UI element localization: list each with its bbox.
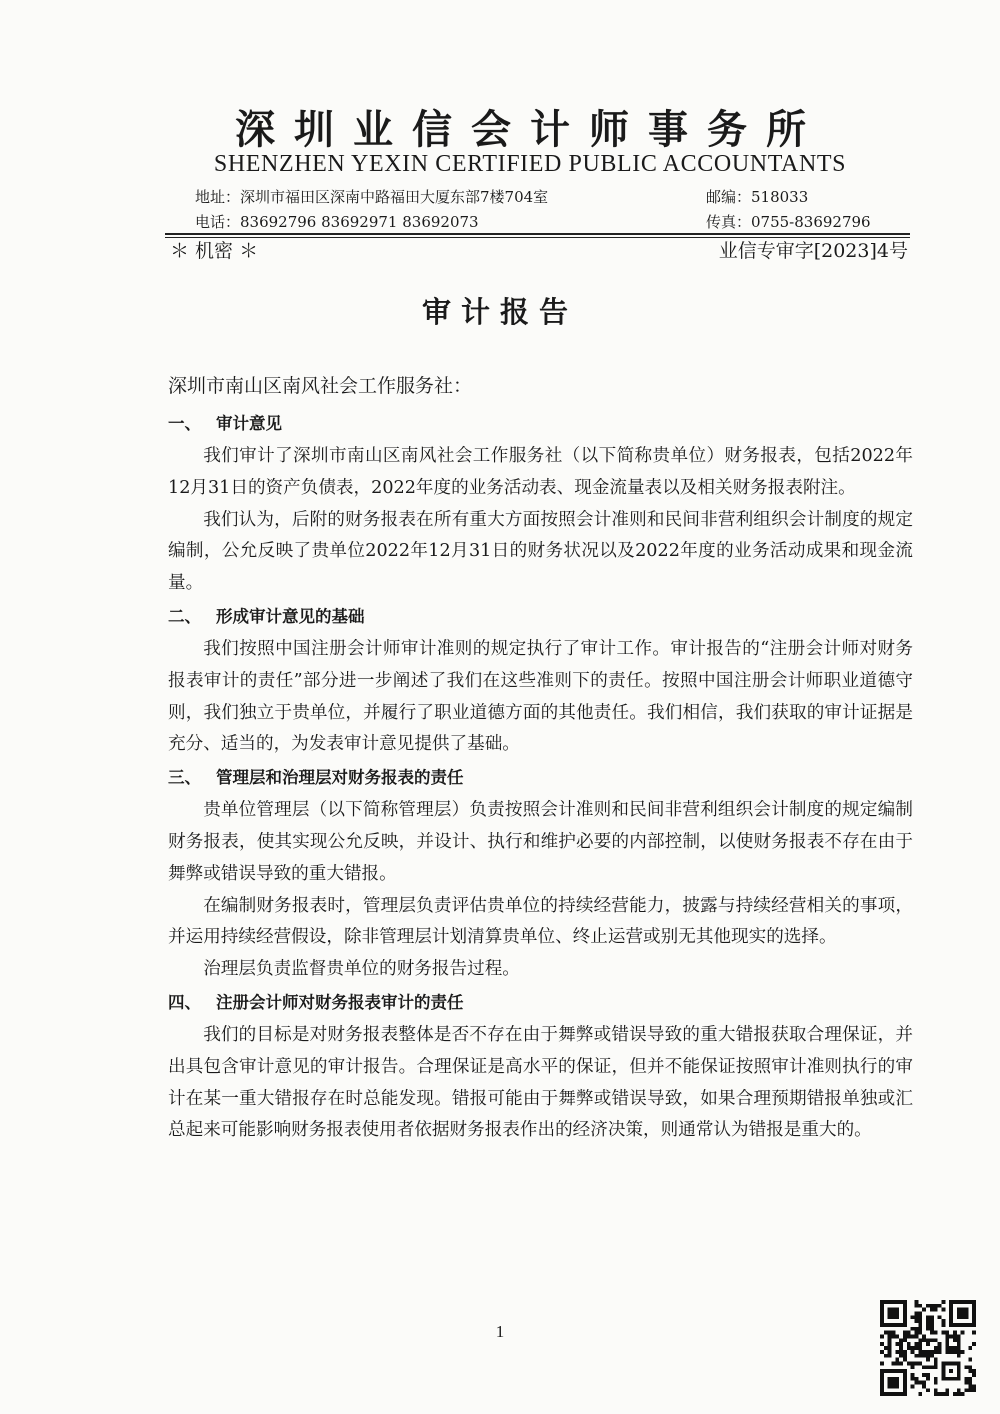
section-heading <box>168 407 913 441</box>
section-auditor-responsibility <box>168 986 913 1147</box>
section-audit-opinion <box>168 407 913 600</box>
firm-phone: 电话：83692796 83692971 83692073 <box>195 213 479 231</box>
paragraph: 贵单位管理层（以下简称管理层）负责按照会计准则和民间非营利组织会计制度的规定编制财务报表，使其实现公允反映，并设计、执行和维护必要的内部控制，以使财务报表不存在由于舞弊或错误导致的重大错报。 <box>168 800 913 884</box>
firm-postcode: 邮编：518033 <box>706 188 809 206</box>
report-title: 审计报告 <box>421 295 578 329</box>
section-title: 管理层和治理层对财务报表的责任 <box>216 768 464 788</box>
section-basis-for-opinion <box>168 600 913 761</box>
paragraph: 我们按照中国注册会计师审计准则的规定执行了审计工作。审计报告的“注册会计师对财务报表审计的责任”部分进一步阐述了我们在这些准则下的责任。按照中国注册会计师职业道德守则，我们独立于贵单位，并履行了职业道德方面的其他责任。我们相信，我们获取的审计证据是充分、适当的，为发表审计意见提供了基础。 <box>168 638 913 755</box>
section-heading <box>168 986 913 1020</box>
qr-code-icon <box>880 1300 976 1396</box>
page-number: 1 <box>495 1322 505 1341</box>
section-title: 形成审计意见的基础 <box>216 606 365 626</box>
paragraph: 我们认为，后附的财务报表在所有重大方面按照会计准则和民间非营利组织会计制度的规定编制，公允反映了贵单位2022年12月31日的财务状况以及2022年度的业务活动成果和现金流量。 <box>168 509 913 594</box>
paragraph: 我们的目标是对财务报表整体是否不存在由于舞弊或错误导致的重大错报获取合理保证，并出具包含审计意见的审计报告。合理保证是高水平的保证，但并不能保证按照审计准则执行的审计在某一重大错报存在时总能发现。错报可能由于舞弊或错误导致，如果合理预期错报单独或汇总起来可能影响财务报表使用者依据财务报表作出的经济决策，则通常认为错报是重大的。 <box>168 1024 913 1141</box>
paragraph: 我们审计了深圳市南山区南风社会工作服务社（以下简称贵单位）财务报表，包括2022年12月31日的资产负债表，2022年度的业务活动表、现金流量表以及相关财务报表附注。 <box>168 446 913 498</box>
section-title: 注册会计师对财务报表审计的责任 <box>216 992 464 1012</box>
firm-name-en: SHENZHEN YEXIN CERTIFIED PUBLIC ACCOUNTANTS <box>213 151 847 177</box>
report-body <box>168 369 913 1147</box>
section-management-responsibility <box>168 761 913 986</box>
section-heading <box>168 600 913 634</box>
addressee: 深圳市南山区南风社会工作服务社： <box>168 375 473 397</box>
firm-fax: 传真：0755-83692796 <box>706 213 871 231</box>
paragraph: 治理层负责监督贵单位的财务报告过程。 <box>203 959 520 980</box>
section-heading <box>168 761 913 795</box>
paragraph: 在编制财务报表时，管理层负责评估贵单位的持续经营能力，披露与持续经营相关的事项，并运用持续经营假设，除非管理层计划清算贵单位、终止运营或别无其他现实的选择。 <box>168 895 913 948</box>
header-rule-thick <box>165 233 910 235</box>
section-number: 四、 <box>168 992 201 1012</box>
section-number: 二、 <box>168 606 201 626</box>
section-number: 三、 <box>168 768 201 788</box>
section-number: 一、 <box>168 414 201 433</box>
firm-address: 地址：深圳市福田区深南中路福田大厦东部7楼704室 <box>195 188 549 206</box>
section-title: 审计意见 <box>216 414 282 433</box>
firm-name-cn: 深圳业信会计师事务所 <box>235 106 825 153</box>
confidential-mark: ＊ 机密 ＊ <box>170 240 259 262</box>
document-number: 业信专审字[2023]4号 <box>718 240 908 262</box>
